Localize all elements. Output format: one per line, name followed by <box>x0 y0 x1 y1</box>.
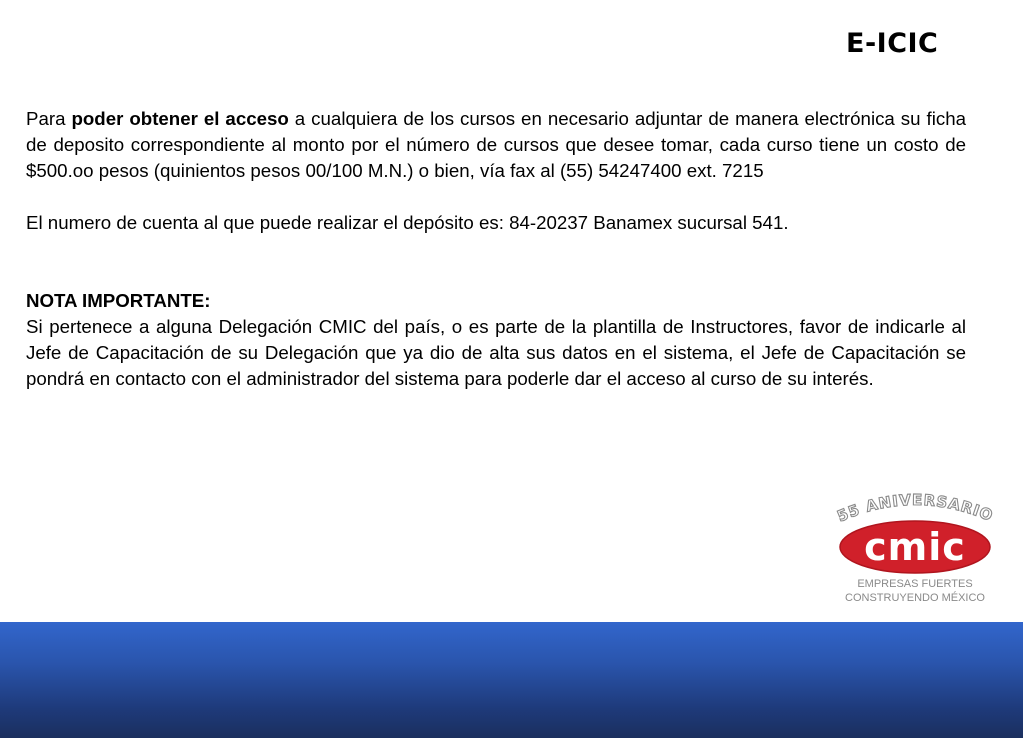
page-title: E-ICIC <box>846 28 939 59</box>
note-body: Si pertenece a alguna Delegación CMIC del país, o es parte de la plantilla de Instructores, favor de indicarle al Jefe de Capacitación de su Delegación que ya dio de alta sus datos en el sistema, el Jefe de Capacitación se pondrá en contacto con el administrador del sistema para poderle dar el acceso al curso de su interés. <box>26 316 966 389</box>
note-heading: NOTA IMPORTANTE: <box>26 290 211 311</box>
logo-tagline-1: EMPRESAS FUERTES <box>857 578 973 590</box>
cmic-logo-graphic <box>832 490 998 608</box>
access-bold-phrase: poder obtener el acceso <box>71 108 289 129</box>
footer-band <box>0 622 1023 738</box>
logo-arc-text: 55 ANIVERSARIO <box>834 490 997 526</box>
cmic-logo <box>832 490 998 608</box>
access-paragraph <box>26 106 966 184</box>
main-content <box>26 106 966 392</box>
logo-tagline-2: CONSTRUYENDO MÉXICO <box>845 592 985 604</box>
access-intro: Para <box>26 108 72 129</box>
account-paragraph: El numero de cuenta al que puede realizar el depósito es: 84-20237 Banamex sucursal 541. <box>26 212 789 233</box>
access-details: a cualquiera de los cursos en necesario adjuntar de manera electrónica su ficha de deposito correspondiente al monto por el número de cursos que desee tomar, cada curso tiene un costo de $500.oo pesos (quinientos pesos 00/100 M.N.) o bien, vía fax al (55) 54247400 ext. 7215 <box>26 108 967 181</box>
logo-wordmark: cmic <box>864 525 966 569</box>
